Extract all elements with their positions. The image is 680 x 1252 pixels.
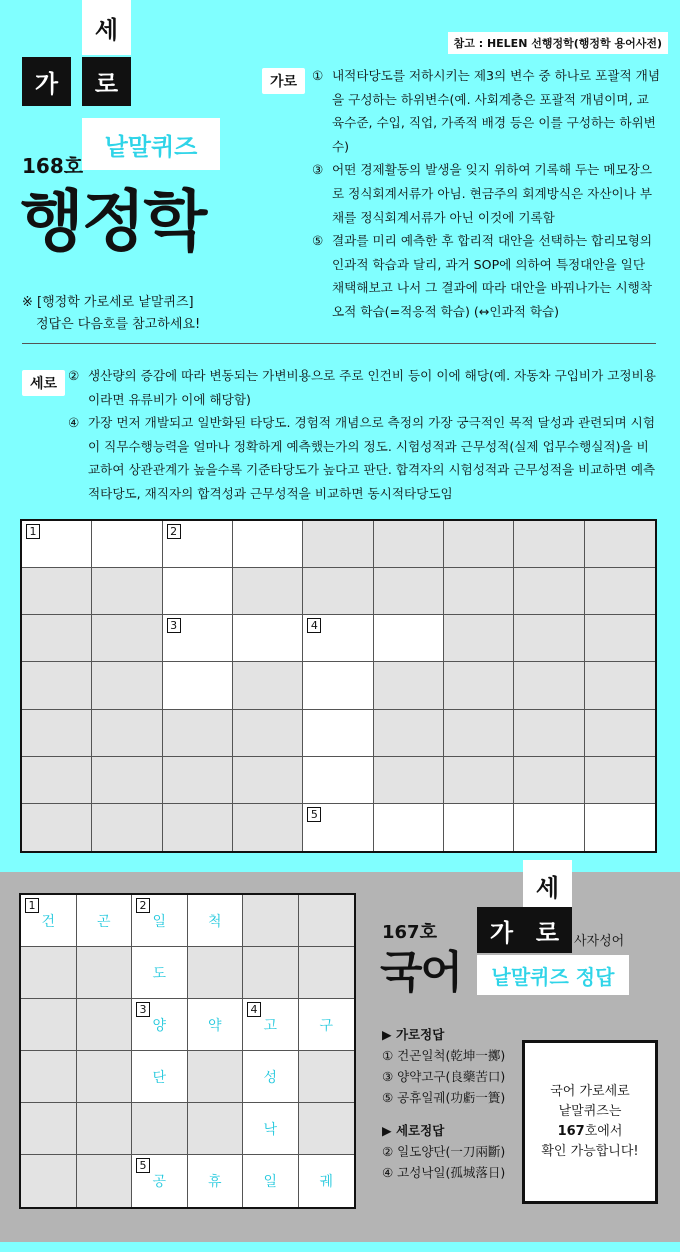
grid-cell-blocked [188,1051,244,1103]
grid-cell-open [77,895,133,947]
answer-grid [19,893,356,1209]
grid-cell-blocked [514,662,584,709]
cell-answer: 일 [152,913,167,930]
grid-cell-blocked [303,568,373,615]
grid-cell-blocked [233,757,303,804]
crossword-grid[interactable] [20,519,657,853]
grid-cell-open[interactable] [233,521,303,568]
grid-cell-blocked [92,615,162,662]
down-badge: 세로 [22,370,65,396]
grid-cell-blocked [444,615,514,662]
cell-answer: 구 [319,1017,334,1034]
across-clue [312,229,660,323]
grid-cell-open [188,1155,244,1207]
grid-cell-open[interactable] [303,757,373,804]
grid-cell-blocked [22,568,92,615]
across-badge: 가로 [262,68,305,94]
grid-cell-blocked [163,757,233,804]
clue-text: 가장 먼저 개발되고 일반화된 타당도. 경험적 개념으로 측정의 가장 궁극적인 목적 달성과 관련되며 시험이 직무수행능력을 얼마나 정확하게 예측했는가의 정도. 시험성적과 근무성적(실제 업무수행실적)을 비교하여 상관관계가 높을수록 기준타당도가 높다고 판단. 합격자의 시험성적과 근무성적을 비교하면 예측적타당도, 재직자의 합격성과 근무성적을 비교하면 동시적타당도임 [88,415,656,501]
grid-cell-blocked [243,947,299,999]
grid-cell-open[interactable] [444,804,514,851]
down-answer: ② 일도양단(一刀兩斷) [382,1144,506,1159]
grid-cell-blocked [77,1051,133,1103]
cell-number: 5 [307,807,321,822]
cell-answer: 성 [263,1069,278,1086]
grid-cell-open[interactable] [163,568,233,615]
grid-cell-open[interactable] [374,804,444,851]
grid-cell-blocked [299,895,355,947]
grid-cell-blocked [374,521,444,568]
cell-answer: 휴 [207,1174,222,1190]
down-clue-list [68,364,660,506]
cell-answer: 척 [207,913,222,930]
grid-cell-blocked [22,804,92,851]
grid-cell-open [243,999,299,1051]
grid-cell-blocked [303,521,373,568]
clue-text: 생산량의 증감에 따라 변동되는 가변비용으로 주로 인건비 등이 이에 해당(예. 자동차 구입비가 고정비용이라면 유류비가 이에 해당함) [88,368,656,407]
grid-cell-blocked [514,757,584,804]
grid-cell-open[interactable] [303,662,373,709]
cell-answer: 낙 [263,1121,278,1138]
grid-cell-blocked [233,662,303,709]
down-answers-title: ▶ 세로정답 [382,1123,445,1138]
grid-cell-blocked [92,757,162,804]
grid-cell-blocked [243,895,299,947]
grid-cell-blocked [92,804,162,851]
logo-tile-ro: 로 [523,907,572,953]
clue-text: 어떤 경제활동의 발생을 잊지 위하여 기록해 두는 메모장으로 정식회계서류가 아님. 현금주의 회계방식은 자산이나 부채를 정식회계서류가 아닌 이것에 기록함 [332,162,652,225]
grid-cell-blocked [22,615,92,662]
grid-cell-blocked [299,947,355,999]
clue-number: ④ [68,415,80,431]
previous-subject-title: 국어 [380,947,462,998]
grid-cell-open[interactable] [374,615,444,662]
down-answer: ④ 고성낙일(孤城落日) [382,1165,506,1180]
across-answer: ③ 양약고구(良藥苦口) [382,1069,506,1084]
clue-text: 결과를 미리 예측한 후 합리적 대안을 선택하는 합리모형의 인과적 학습과 달리, 과거 SOP에 의하여 특정대안을 일단 채택해보고 나서 그 결과에 따라 대안을 바꿔나가는 시행착오적 학습(=적응적 학습) (↔인과적 학습) [332,233,652,319]
grid-cell-blocked [77,1155,133,1207]
clue-number: ② [68,368,80,383]
grid-cell-blocked [21,999,77,1051]
cell-number: 3 [136,1002,150,1017]
grid-cell-open [188,999,244,1051]
grid-cell-open[interactable] [163,615,233,662]
cell-answer: 약 [207,1017,222,1034]
grid-cell-open [243,1103,299,1155]
category-label: 사자성어 [574,934,625,949]
grid-cell-blocked [21,1155,77,1207]
grid-cell-open[interactable] [92,521,162,568]
logo-tile-ga: 가 [22,57,71,106]
info-line-2: 낱말퀴즈는 [558,1104,622,1119]
bottom-strip [0,1242,680,1252]
grid-cell-open[interactable] [585,804,655,851]
info-line-3 [558,1122,623,1142]
cell-number: 3 [167,618,181,633]
answer-title: 낱말퀴즈 정답 [477,955,629,995]
across-answer: ⑤ 공휴일궤(功虧一簣) [382,1090,506,1105]
cell-answer: 양 [152,1017,167,1034]
grid-cell-open[interactable] [303,615,373,662]
cell-answer: 단 [152,1069,167,1086]
issue-number: 168호 [22,154,84,178]
grid-cell-open[interactable] [22,521,92,568]
down-clue [68,364,660,411]
info-line-3-rest: 호에서 [584,1124,623,1139]
grid-cell-blocked [444,757,514,804]
grid-cell-blocked [132,1103,188,1155]
cell-number: 4 [247,1002,261,1017]
info-line-4: 확인 가능합니다! [541,1144,639,1159]
grid-cell-blocked [233,710,303,757]
info-issue: 167 [557,1124,585,1139]
grid-cell-blocked [21,947,77,999]
grid-cell-blocked [514,710,584,757]
grid-cell-blocked [374,757,444,804]
grid-cell-blocked [444,710,514,757]
grid-cell-open [132,895,188,947]
grid-cell-open [132,1155,188,1207]
grid-cell-blocked [92,710,162,757]
logo-tile-ro: 로 [82,57,131,106]
grid-cell-blocked [444,568,514,615]
grid-cell-blocked [21,1103,77,1155]
grid-cell-open[interactable] [233,615,303,662]
grid-cell-blocked [22,757,92,804]
across-clue-list [312,64,660,324]
grid-cell-blocked [374,662,444,709]
grid-cell-blocked [233,568,303,615]
grid-cell-blocked [299,1051,355,1103]
grid-cell-blocked [299,1103,355,1155]
grid-cell-blocked [188,1103,244,1155]
cell-number: 4 [307,618,321,633]
grid-cell-blocked [514,568,584,615]
grid-cell-open [132,1051,188,1103]
grid-cell-blocked [77,947,133,999]
grid-cell-blocked [444,662,514,709]
cell-number: 1 [26,524,40,539]
section-divider [22,343,656,344]
grid-cell-blocked [585,568,655,615]
grid-cell-blocked [22,662,92,709]
grid-cell-open [299,999,355,1051]
grid-cell-open[interactable] [514,804,584,851]
cell-answer: 궤 [319,1174,334,1190]
grid-cell-blocked [444,521,514,568]
info-line-1: 국어 가로세로 [550,1084,630,1099]
grid-cell-blocked [22,710,92,757]
note-line-2: 정답은 다음호를 참고하세요! [36,317,201,332]
across-answer: ① 건곤일척(乾坤一擲) [382,1048,506,1063]
subject-title: 행정학 [20,183,206,260]
grid-cell-blocked [92,662,162,709]
grid-cell-blocked [163,710,233,757]
grid-cell-open [188,895,244,947]
grid-cell-open [132,947,188,999]
cell-answer: 일 [263,1174,278,1190]
cell-answer: 도 [152,965,167,982]
grid-cell-blocked [233,804,303,851]
clue-number: ⑤ [312,233,324,249]
logo-tile-se: 세 [523,860,572,910]
grid-cell-blocked [514,521,584,568]
cell-number: 1 [25,898,39,913]
clue-text: 내적타당도를 저하시키는 제3의 변수 중 하나로 포괄적 개념을 구성하는 하위변수(예. 사회계층은 포괄적 개념이며, 교육수준, 수입, 직업, 가족적 배경 등은 이를 구성하는 하위변수) [332,68,661,154]
grid-cell-blocked [374,568,444,615]
grid-cell-open[interactable] [163,521,233,568]
cell-number: 2 [136,898,150,913]
quiz-name-label: 낱말퀴즈 [82,118,220,170]
answer-note [22,292,200,336]
reference-label: 참고 : HELEN 선행정학(행정학 용어사전) [448,32,668,54]
grid-cell-open[interactable] [303,804,373,851]
grid-cell-blocked [163,804,233,851]
grid-cell-open[interactable] [163,662,233,709]
grid-cell-blocked [77,1103,133,1155]
down-clue [68,411,660,505]
logo-tile-se: 세 [82,0,131,55]
grid-cell-open [132,999,188,1051]
grid-cell-open[interactable] [303,710,373,757]
answer-list [382,1024,505,1183]
cell-answer: 곤 [96,913,111,930]
cell-number: 5 [136,1158,150,1173]
grid-cell-blocked [188,947,244,999]
clue-number: ③ [312,162,324,178]
across-clue [312,158,660,229]
grid-cell-open [243,1051,299,1103]
cell-number: 2 [167,524,181,539]
grid-cell-open [243,1155,299,1207]
grid-cell-open [21,895,77,947]
grid-cell-blocked [585,757,655,804]
grid-cell-blocked [585,710,655,757]
cell-answer: 공 [152,1174,167,1190]
grid-cell-blocked [21,1051,77,1103]
logo-tile-ga: 가 [477,907,526,953]
grid-cell-blocked [514,615,584,662]
note-line-1: ※ [행정학 가로세로 낱말퀴즈] [22,295,194,310]
grid-cell-blocked [374,710,444,757]
grid-cell-blocked [585,521,655,568]
info-box [522,1040,658,1204]
cell-answer: 건 [41,913,56,930]
cell-answer: 고 [263,1017,278,1034]
clue-number: ① [312,68,324,83]
grid-cell-blocked [585,615,655,662]
across-clue [312,64,660,158]
previous-issue-number: 167호 [382,922,437,943]
across-answers-title: ▶ 가로정답 [382,1027,445,1042]
grid-cell-blocked [92,568,162,615]
grid-cell-blocked [77,999,133,1051]
grid-cell-open [299,1155,355,1207]
grid-cell-blocked [585,662,655,709]
